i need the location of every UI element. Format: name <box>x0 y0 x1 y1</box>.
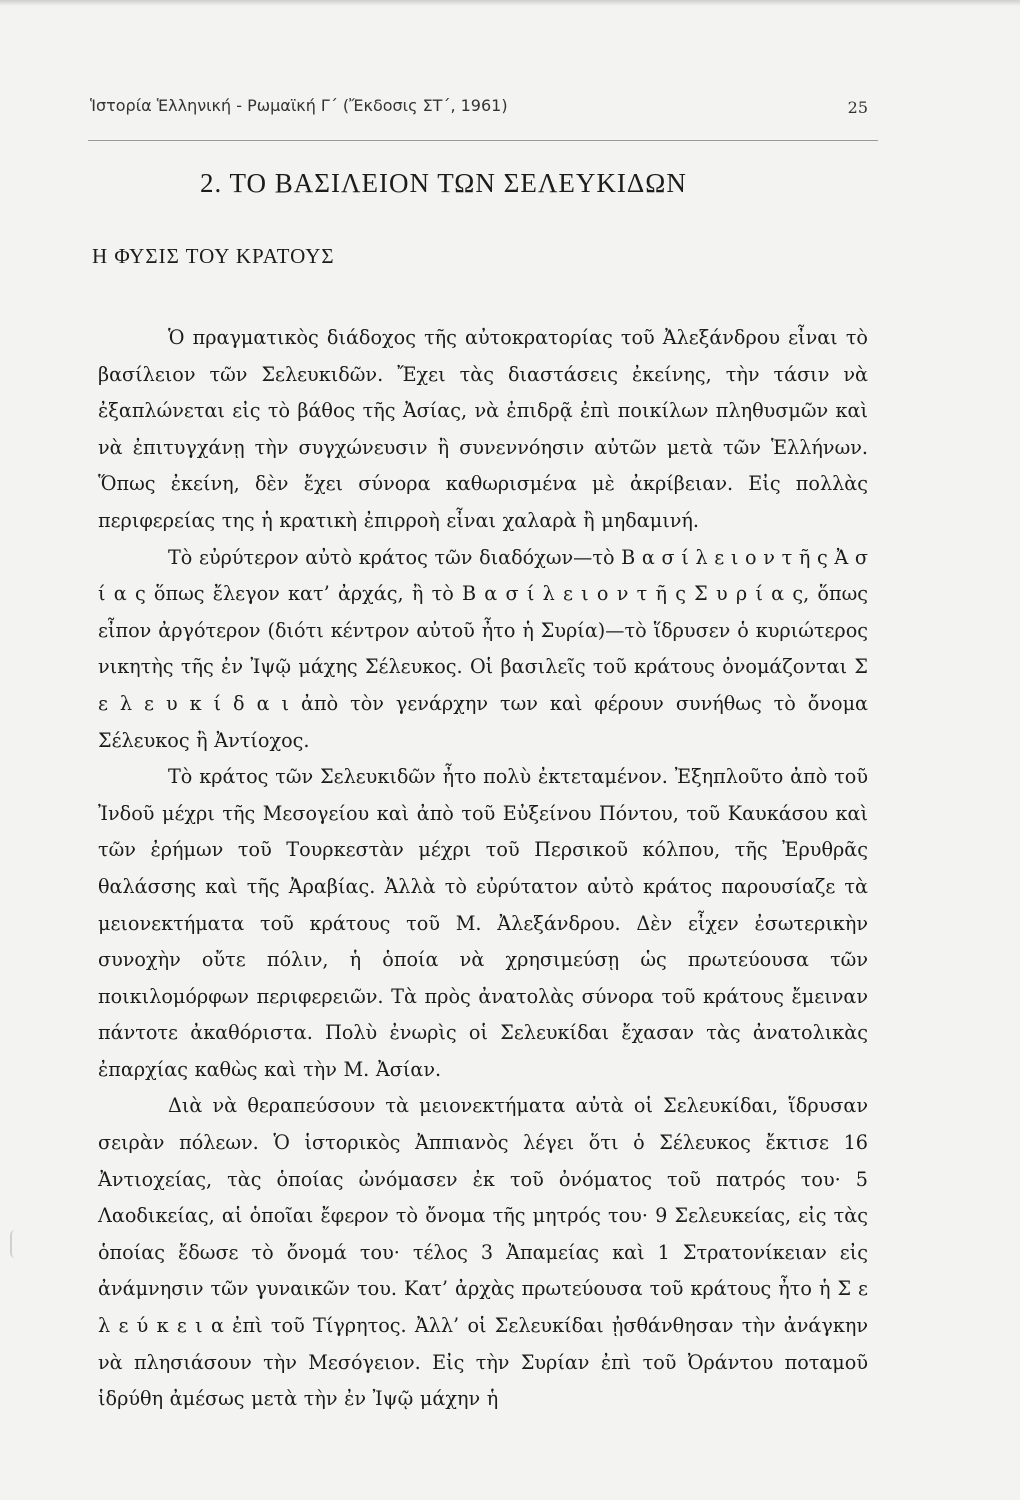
header-rule <box>88 140 878 141</box>
scan-edge-shadow <box>0 0 1020 6</box>
running-title: Ἱστορία Ἑλληνική - Ρωμαϊκή Γ΄ (Ἔκδοσις ΣΤ΄, 1961) <box>90 96 508 115</box>
chapter-title: 2. ΤΟ ΒΑΣΙΛΕΙΟΝ ΤΩΝ ΣΕΛΕΥΚΙΔΩΝ <box>200 168 687 198</box>
paragraph: Τὸ εὐρύτερον αὐτὸ κράτος τῶν διαδόχων—τὸ Β α σ ί λ ε ι ο ν τ ῆ ς Ἀ σ ί α ς ὅπως ἔλεγον κατ’ ἀρχάς, ἢ τὸ Β α σ ί λ ε ι ο ν τ ῆ ς Σ υ ρ ί α ς, ὅπως εἶπον ἀργότερον (διότι κέντρον αὐτοῦ ἦτο ἡ Συρία)—τὸ ἵδρυσεν ὁ κυριώτερος νικητὴς τῆς ἐν Ἰψῷ μάχης Σέλευκος. Οἱ βασιλεῖς τοῦ κράτους ὀνομάζονται Σ ε λ ε υ κ ί δ α ι ἀπὸ τὸν γενάρχην των καὶ φέρουν συνήθως τὸ ὄνομα Σέλευκος ἢ Ἀντίοχος. <box>98 545 868 752</box>
running-header <box>90 92 880 122</box>
paragraph: Τὸ κράτος τῶν Σελευκιδῶν ἦτο πολὺ ἐκτεταμένον. Ἐξηπλοῦτο ἀπὸ τοῦ Ἰνδοῦ μέχρι τῆς Μεσογείου καὶ ἀπὸ τοῦ Εὐξείνου Πόντου, τοῦ Καυκάσου καὶ τῶν ἐρήμων τοῦ Τουρκεστὰν μέχρι τοῦ Περσικοῦ κόλπου, τῆς Ἐρυθρᾶς θαλάσσης καὶ τῆς Ἀραβίας. Ἀλλὰ τὸ εὐρύτατον αὐτὸ κράτος παρουσίαζε τὰ μειονεκτήματα τοῦ κράτους τοῦ Μ. Ἀλεξάνδρου. Δὲν εἶχεν ἐσωτερικὴν συνοχὴν οὔτε πόλιν, ἡ ὁποία νὰ χρησιμεύσῃ ὡς πρωτεύουσα τῶν ποικιλομόρφων περιφερειῶν. Τὰ πρὸς ἀνατολὰς σύνορα τοῦ κράτους ἔμειναν πάντοτε ἀκαθόριστα. Πολὺ ἐνωρὶς οἱ Σελευκίδαι ἔχασαν τὰς ἀνατολικὰς ἐπαρχίας καθὼς καὶ τὴν Μ. Ἀσίαν. <box>98 765 868 1081</box>
page-number: 25 <box>847 98 868 117</box>
section-title: Η ΦΥΣΙΣ ΤΟΥ ΚΡΑΤΟΥΣ <box>92 244 335 268</box>
margin-mark <box>10 1230 20 1258</box>
paragraph: Διὰ νὰ θεραπεύσουν τὰ μειονεκτήματα αὐτὰ οἱ Σελευκίδαι, ἵδρυσαν σειρὰν πόλεων. Ὁ ἱστορικὸς Ἀππιανὸς λέγει ὅτι ὁ Σέλευκος ἔκτισε 16 Ἀντιοχείας, τὰς ὁποίας ὠνόμασεν ἐκ τοῦ ὀνόματος τοῦ πατρός του· 5 Λαοδικείας, αἱ ὁποῖαι ἔφερον τὸ ὄνομα τῆς μητρός του· 9 Σελευκείας, εἰς τὰς ὁποίας ἔδωσε τὸ ὄνομά του· τέλος 3 Ἀπαμείας καὶ 1 Στρατονίκειαν εἰς ἀνάμνησιν τῶν γυναικῶν του. Κατ’ ἀρχὰς πρωτεύουσα τοῦ κράτους ἦτο ἡ Σ ε λ ε ύ κ ε ι α ἐπὶ τοῦ Τίγρητος. Ἀλλ’ οἱ Σελευκίδαι ᾐσθάνθησαν τὴν ἀνάγκην νὰ πλησιάσουν τὴν Μεσόγειον. Εἰς τὴν Συρίαν ἐπὶ τοῦ Ὀράντου ποταμοῦ ἱδρύθη ἀμέσως μετὰ τὴν ἐν Ἰψῷ μάχην ἡ <box>98 1094 868 1411</box>
paragraph: Ὁ πραγματικὸς διάδοχος τῆς αὐτοκρατορίας τοῦ Ἀλεξάνδρου εἶναι τὸ βασίλειον τῶν Σελευκιδῶν. Ἔχει τὰς διαστάσεις ἐκείνης, τὴν τάσιν νὰ ἐξαπλώνεται εἰς τὸ βάθος τῆς Ἀσίας, νὰ ἐπιδρᾷ ἐπὶ ποικίλων πληθυσμῶν καὶ νὰ ἐπιτυγχάνῃ τὴν συγχώνευσιν ἢ συνεννόησιν αὐτῶν μετὰ τῶν Ἑλλήνων. Ὅπως ἐκείνη, δὲν ἔχει σύνορα καθωρισμένα μὲ ἀκρίβειαν. Εἰς πολλὰς περιφερείας της ἡ κρατικὴ ἐπιρροὴ εἶναι χαλαρὰ ἢ μηδαμινή. <box>98 326 868 532</box>
body-text <box>98 320 868 1418</box>
